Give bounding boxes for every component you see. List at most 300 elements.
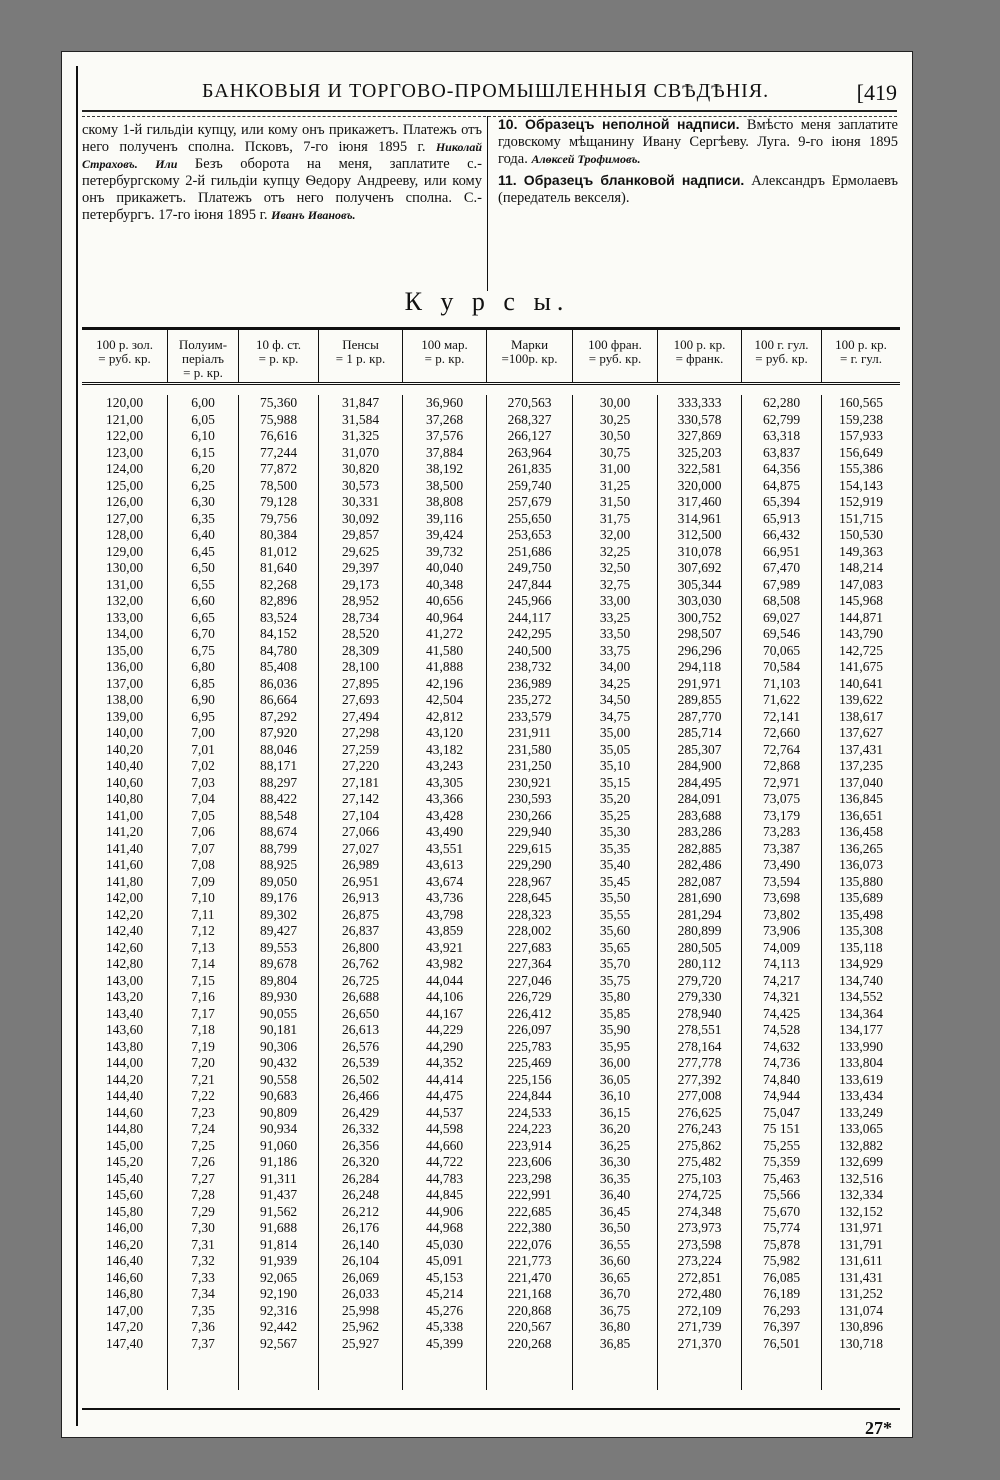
table-column: [742, 395, 822, 1390]
table-cell: 74,009: [762, 939, 801, 955]
table-cell: 220,268: [507, 1335, 552, 1351]
table-cell: 275,862: [677, 1137, 722, 1153]
table-cell: 282,087: [677, 873, 722, 889]
table-cell: 45,338: [425, 1319, 464, 1334]
table-cell: 131,431: [839, 1269, 883, 1285]
table-cell: 6,35: [191, 510, 215, 526]
table-cell: 307,692: [677, 560, 722, 575]
table-cell: 30,331: [341, 494, 380, 509]
table-cell: 26,951: [341, 873, 380, 889]
table-cell: 224,223: [507, 1121, 552, 1136]
table-cell: 44,229: [425, 1022, 464, 1037]
table-cell: 26,613: [341, 1022, 380, 1037]
table-cell: 283,286: [677, 824, 722, 839]
table-cell: 90,055: [259, 1005, 298, 1021]
table-cell: 141,675: [839, 659, 883, 674]
table-cell: 6,20: [191, 461, 215, 476]
table-cell: 240,500: [507, 642, 552, 658]
table-cell: 130,00: [105, 560, 144, 575]
table-cell: 312,500: [677, 527, 722, 542]
table-cell: 141,80: [105, 873, 144, 889]
table-cell: 131,791: [839, 1236, 883, 1252]
table-cell: 142,20: [105, 906, 144, 922]
table-cell: 7,14: [191, 956, 215, 971]
table-cell: 31,50: [599, 494, 631, 509]
section-title: К у р с ы.: [404, 287, 570, 316]
table-cell: 43,613: [425, 857, 464, 872]
table-cell: 70,065: [762, 642, 801, 658]
table-cell: 42,504: [425, 692, 464, 707]
table-cell: 139,00: [105, 708, 144, 724]
table-cell: 64,356: [762, 461, 801, 476]
table-cell: 35,20: [599, 791, 631, 806]
table-cell: 128,00: [105, 527, 144, 542]
table-cell: 27,181: [341, 774, 380, 790]
table-cell: 72,141: [762, 708, 801, 724]
table-cell: 33,25: [599, 609, 631, 625]
table-cell: 26,140: [341, 1236, 380, 1252]
table-cell: 7,03: [191, 774, 215, 790]
table-body: [82, 385, 900, 1390]
table-cell: 220,868: [507, 1302, 552, 1318]
table-cell: 231,911: [507, 725, 552, 740]
table-cell: 7,25: [191, 1137, 215, 1153]
table-cell: 296,296: [677, 642, 722, 658]
table-cell: 244,117: [507, 609, 552, 625]
table-cell: 40,348: [425, 576, 464, 592]
table-cell: 66,951: [762, 543, 801, 559]
table-cell: 274,348: [677, 1203, 722, 1219]
table-cell: 90,181: [259, 1022, 298, 1037]
table-cell: 31,070: [341, 444, 380, 460]
table-cell: 137,627: [839, 725, 883, 740]
table-cell: 92,442: [259, 1319, 298, 1334]
table-cell: 272,480: [677, 1286, 722, 1301]
table-cell: 43,982: [425, 956, 464, 971]
table-cell: 222,685: [507, 1203, 552, 1219]
table-cell: 300,752: [677, 609, 722, 625]
table-cell: 7,17: [191, 1005, 215, 1021]
table-cell: 76,397: [762, 1319, 801, 1334]
table-cell: 36,20: [599, 1121, 631, 1136]
table-cell: 45,276: [425, 1302, 464, 1318]
table-cell: 271,370: [677, 1335, 722, 1351]
table-cell: 6,55: [191, 576, 215, 592]
table-cell: 26,033: [341, 1286, 380, 1301]
table-cell: 35,80: [599, 989, 631, 1004]
table-cell: 230,593: [507, 791, 552, 806]
table-cell: 75,988: [259, 411, 298, 427]
table-cell: 285,714: [677, 725, 722, 740]
table-cell: 130,896: [839, 1319, 883, 1334]
table-cell: 35,15: [599, 774, 631, 790]
table-cell: 132,00: [105, 593, 144, 608]
table-cell: 223,606: [507, 1154, 552, 1169]
table-cell: 26,320: [341, 1154, 380, 1169]
table-cell: 27,142: [341, 791, 380, 806]
table-cell: 28,734: [341, 609, 380, 625]
table-cell: 133,804: [839, 1055, 883, 1070]
table-cell: 276,625: [677, 1104, 722, 1120]
table-cell: 42,196: [425, 675, 464, 691]
table-cell: 26,212: [341, 1203, 380, 1219]
table-cell: 29,173: [341, 576, 380, 592]
table-cell: 73,802: [762, 906, 801, 922]
table-cell: 27,693: [341, 692, 380, 707]
table-cell: 37,576: [425, 428, 464, 443]
table-cell: 142,725: [839, 642, 883, 658]
table-cell: 146,00: [105, 1220, 144, 1235]
table-cell: 272,109: [677, 1302, 722, 1318]
table-cell: 31,325: [341, 428, 380, 443]
table-cell: 75 151: [762, 1121, 801, 1136]
table-cell: 333,333: [677, 395, 722, 410]
table-cell: 259,740: [507, 477, 552, 493]
table-cell: 44,475: [425, 1088, 464, 1103]
signature: Николай Страховъ.: [82, 140, 482, 171]
table-column: [658, 395, 742, 1390]
table-cell: 43,736: [425, 890, 464, 905]
table-cell: 138,00: [105, 692, 144, 707]
column-header: 100 р. кр. = г. гул.: [835, 337, 887, 366]
table-cell: 132,882: [839, 1137, 883, 1153]
table-cell: 6,40: [191, 527, 215, 542]
table-cell: 291,971: [677, 675, 722, 691]
table-cell: 28,100: [341, 659, 380, 674]
table-cell: 7,36: [191, 1319, 215, 1334]
table-cell: 35,55: [599, 906, 631, 922]
table-cell: 67,470: [762, 560, 801, 575]
table-cell: 88,297: [259, 774, 298, 790]
table-cell: 75,774: [762, 1220, 801, 1235]
table-cell: 26,356: [341, 1137, 380, 1153]
right-column-text: [498, 116, 898, 211]
table-cell: 82,896: [259, 593, 298, 608]
table-cell: 238,732: [507, 659, 552, 674]
table-cell: 45,153: [425, 1269, 464, 1285]
table-cell: 76,293: [762, 1302, 801, 1318]
table-cell: 62,799: [762, 411, 801, 427]
table-cell: 43,490: [425, 824, 464, 839]
paragraph-11: 11. Образецъ бланковой надписи. Александръ Ермолаевъ (передатель векселя).: [498, 172, 899, 206]
table-cell: 44,352: [425, 1055, 464, 1070]
table-cell: 90,683: [259, 1088, 298, 1103]
table-cell: 231,250: [507, 758, 552, 773]
table-cell: 27,895: [341, 675, 380, 691]
table-cell: 36,85: [599, 1335, 631, 1351]
table-cell: 222,380: [507, 1220, 552, 1235]
table-cell: 142,60: [105, 939, 144, 955]
table-cell: 280,112: [677, 956, 722, 971]
table-cell: 44,414: [425, 1071, 464, 1087]
table-cell: 220,567: [507, 1319, 552, 1334]
table-cell: 77,872: [259, 461, 298, 476]
table-cell: 32,25: [599, 543, 631, 559]
table-cell: 143,40: [105, 1005, 144, 1021]
table-cell: 155,386: [839, 461, 883, 476]
table-cell: 7,34: [191, 1286, 215, 1301]
table-cell: 272,851: [677, 1269, 722, 1285]
table-cell: 26,466: [341, 1088, 380, 1103]
table-cell: 247,844: [507, 576, 552, 592]
table-cell: 26,989: [341, 857, 380, 872]
table-cell: 160,565: [839, 395, 883, 410]
table-cell: 320,000: [677, 477, 722, 493]
table-cell: 149,363: [839, 543, 883, 559]
table-cell: 6,05: [191, 411, 215, 427]
table-cell: 152,919: [839, 494, 883, 509]
bottom-rule: [82, 1408, 900, 1410]
table-cell: 73,387: [762, 840, 801, 856]
table-cell: 229,940: [507, 824, 552, 839]
table-cell: 88,422: [259, 791, 298, 806]
table-cell: 134,740: [839, 972, 883, 988]
table-cell: 253,653: [507, 527, 552, 542]
table-cell: 35,85: [599, 1005, 631, 1021]
table-cell: 327,869: [677, 428, 722, 443]
table-cell: 31,25: [599, 477, 631, 493]
table-cell: 136,458: [839, 824, 883, 839]
table-cell: 32,75: [599, 576, 631, 592]
table-cell: 134,364: [839, 1005, 883, 1021]
table-cell: 134,177: [839, 1022, 883, 1037]
column-header: Полуим- періалъ = р. кр.: [168, 330, 239, 382]
table-cell: 36,70: [599, 1286, 631, 1301]
table-cell: 285,307: [677, 741, 722, 757]
table-cell: 91,688: [259, 1220, 298, 1235]
table-cell: 131,971: [839, 1220, 883, 1235]
table-cell: 45,214: [425, 1286, 464, 1301]
table-cell: 279,330: [677, 989, 722, 1004]
table-cell: 133,00: [105, 609, 144, 625]
table-cell: 43,366: [425, 791, 464, 806]
table-cell: 122,00: [105, 428, 144, 443]
table-cell: 29,397: [341, 560, 380, 575]
table-cell: 74,113: [763, 956, 800, 971]
table-cell: 37,884: [425, 444, 464, 460]
table-cell: 147,00: [105, 1302, 144, 1318]
signature-mark: 27*: [865, 1418, 892, 1438]
table-cell: 121,00: [105, 411, 144, 427]
table-cell: 31,75: [599, 510, 631, 526]
table-cell: 36,45: [599, 1203, 631, 1219]
table-cell: 91,186: [259, 1154, 298, 1169]
table-cell: 35,05: [599, 741, 631, 757]
table-cell: 91,060: [259, 1137, 298, 1153]
table-cell: 74,321: [762, 989, 801, 1004]
table-cell: 89,302: [259, 906, 298, 922]
table-cell: 7,29: [191, 1203, 215, 1219]
table-cell: 221,168: [507, 1286, 552, 1301]
table-cell: 261,835: [507, 461, 552, 476]
table-cell: 75,982: [762, 1253, 801, 1268]
table-cell: 7,01: [191, 741, 215, 757]
table-cell: 35,70: [599, 956, 631, 971]
table-cell: 133,065: [839, 1121, 883, 1136]
table-cell: 273,973: [677, 1220, 722, 1235]
table-cell: 228,002: [507, 923, 552, 938]
table-cell: 29,857: [341, 527, 380, 542]
table-cell: 43,120: [425, 725, 464, 740]
table-cell: 44,968: [425, 1220, 464, 1235]
table-cell: 278,164: [677, 1038, 722, 1054]
table-cell: 228,645: [507, 890, 552, 905]
table-cell: 89,930: [259, 989, 298, 1004]
table-cell: 227,683: [507, 939, 552, 955]
left-paragraph: скому 1-й гильдіи купцу, или кому онъ прикажетъ. Платежъ отъ него полученъ сполна. Псковъ, 7-го іюня 1895 г. Николай Страховъ. Или Безъ оборота на меня, заплатите с.-петербургскому 2-й гильдіи купцу Ѳедору Андрееву, или кому онъ прикажетъ. Платежъ отъ него полученъ сполна. С.-петербургъ. 17-го іюня 1895 г. Иванъ Ивановъ.: [82, 122, 482, 223]
table-column: [573, 395, 658, 1390]
table-cell: 6,25: [191, 477, 215, 493]
table-cell: 135,880: [839, 873, 883, 889]
table-cell: 146,20: [105, 1236, 144, 1252]
table-cell: 226,097: [507, 1022, 552, 1037]
table-cell: 7,13: [191, 939, 215, 955]
table-cell: 35,00: [599, 725, 631, 740]
table-cell: 44,598: [425, 1121, 464, 1136]
table-cell: 143,00: [105, 972, 144, 988]
table-cell: 32,00: [599, 527, 631, 542]
table-cell: 230,921: [507, 774, 552, 790]
table-cell: 281,294: [677, 906, 722, 922]
table-cell: 88,046: [259, 741, 298, 757]
table-cell: 249,750: [507, 560, 552, 575]
table-cell: 137,235: [839, 758, 883, 773]
table-cell: 36,25: [599, 1137, 631, 1153]
table-cell: 26,688: [341, 989, 380, 1004]
column-header: 100 мар. = р. кр.: [403, 330, 487, 382]
table-cell: 30,25: [599, 411, 631, 427]
table-cell: 156,649: [839, 444, 883, 460]
table-cell: 26,725: [341, 972, 380, 988]
table-cell: 88,674: [259, 824, 298, 839]
table-cell: 7,21: [191, 1071, 215, 1087]
table-cell: 140,80: [105, 791, 144, 806]
table-cell: 298,507: [677, 626, 722, 641]
table-cell: 136,651: [839, 807, 883, 823]
table-cell: 35,10: [599, 758, 631, 773]
running-title: БАНКОВЫЯ И ТОРГОВО-ПРОМЫШЛЕННЫЯ СВѢДѢНІЯ.: [202, 80, 770, 102]
table-cell: 63,837: [762, 444, 801, 460]
table-cell: 62,280: [762, 395, 801, 410]
table-cell: 7,32: [191, 1253, 215, 1268]
table-cell: 282,885: [677, 840, 722, 856]
table-cell: 6,15: [191, 444, 215, 460]
table-cell: 39,732: [425, 543, 464, 559]
table-cell: 30,573: [341, 477, 380, 493]
table-cell: 277,392: [677, 1071, 722, 1087]
table-cell: 91,562: [259, 1203, 298, 1219]
table-cell: 87,292: [259, 708, 298, 724]
table-cell: 89,804: [259, 972, 298, 988]
table-cell: 140,00: [105, 725, 144, 740]
table-cell: 129,00: [105, 543, 144, 559]
table-cell: 145,40: [105, 1170, 144, 1186]
table-cell: 75,670: [762, 1203, 801, 1219]
table-cell: 145,80: [105, 1203, 144, 1219]
table-cell: 284,900: [677, 758, 722, 773]
table-cell: 26,913: [341, 890, 380, 905]
table-header: [82, 330, 900, 385]
table-cell: 32,50: [599, 560, 631, 575]
table-cell: 90,934: [259, 1121, 298, 1136]
table-cell: 147,20: [105, 1319, 144, 1334]
table-cell: 7,07: [191, 840, 215, 856]
table-cell: 284,495: [677, 774, 722, 790]
table-cell: 35,25: [599, 807, 631, 823]
table-cell: 36,75: [599, 1302, 631, 1318]
table-cell: 283,688: [677, 807, 722, 823]
table-cell: 146,60: [105, 1269, 144, 1285]
column-header: Пенсы = 1 р. кр.: [319, 330, 403, 382]
table-cell: 27,104: [341, 807, 380, 823]
table-cell: 142,00: [105, 890, 144, 905]
table-cell: 28,309: [341, 642, 380, 658]
table-cell: 75,255: [762, 1137, 801, 1153]
page-number: [419: [856, 80, 897, 105]
table-cell: 26,176: [341, 1220, 380, 1235]
table-cell: 7,23: [191, 1104, 215, 1120]
table-cell: 136,265: [839, 840, 883, 856]
table-column: [319, 395, 403, 1390]
table-cell: 40,656: [425, 593, 464, 608]
table-cell: 29,625: [341, 543, 380, 559]
table-cell: 90,306: [259, 1038, 298, 1054]
table-cell: 34,50: [599, 692, 631, 707]
table-cell: 73,698: [762, 890, 801, 905]
table-cell: 35,65: [599, 939, 631, 955]
table-cell: 92,316: [259, 1302, 298, 1318]
table-cell: 137,00: [105, 675, 144, 691]
table-cell: 43,859: [425, 923, 464, 938]
table-cell: 72,660: [762, 725, 801, 740]
table-cell: 142,80: [105, 956, 144, 971]
table-cell: 74,528: [762, 1022, 801, 1037]
table-cell: 43,182: [425, 741, 464, 757]
table-cell: 27,494: [341, 708, 380, 724]
table-cell: 68,508: [762, 593, 801, 608]
table-cell: 79,128: [259, 494, 298, 509]
table-cell: 75,360: [259, 395, 298, 410]
column-header: 100 г. гул. = руб. кр.: [742, 330, 822, 382]
table-cell: 140,641: [839, 675, 883, 691]
table-cell: 303,030: [677, 593, 722, 608]
table-cell: 268,327: [507, 411, 552, 427]
table-cell: 38,192: [425, 461, 464, 476]
table-cell: 135,689: [839, 890, 883, 905]
table-cell: 325,203: [677, 444, 722, 460]
table-cell: 230,266: [507, 807, 552, 823]
table-cell: 134,552: [839, 989, 883, 1004]
column-header: 10 ф. ст. = р. кр.: [239, 330, 319, 382]
table-cell: 132,516: [839, 1170, 883, 1186]
table-cell: 157,933: [839, 428, 883, 443]
table-cell: 38,808: [425, 494, 464, 509]
table-cell: 45,091: [425, 1253, 464, 1268]
table-cell: 40,040: [425, 560, 464, 575]
table-cell: 278,551: [677, 1022, 722, 1037]
table-cell: 131,611: [839, 1253, 883, 1268]
table-cell: 7,18: [191, 1022, 215, 1037]
table-cell: 310,078: [677, 543, 722, 559]
table-cell: 33,50: [599, 626, 631, 641]
table-cell: 124,00: [105, 461, 144, 476]
table-cell: 145,968: [839, 593, 883, 608]
table-cell: 7,10: [191, 890, 215, 905]
table-cell: 89,678: [259, 956, 298, 971]
table-cell: 6,10: [191, 428, 215, 443]
table-cell: 222,076: [507, 1236, 552, 1252]
table-cell: 26,069: [341, 1269, 380, 1285]
